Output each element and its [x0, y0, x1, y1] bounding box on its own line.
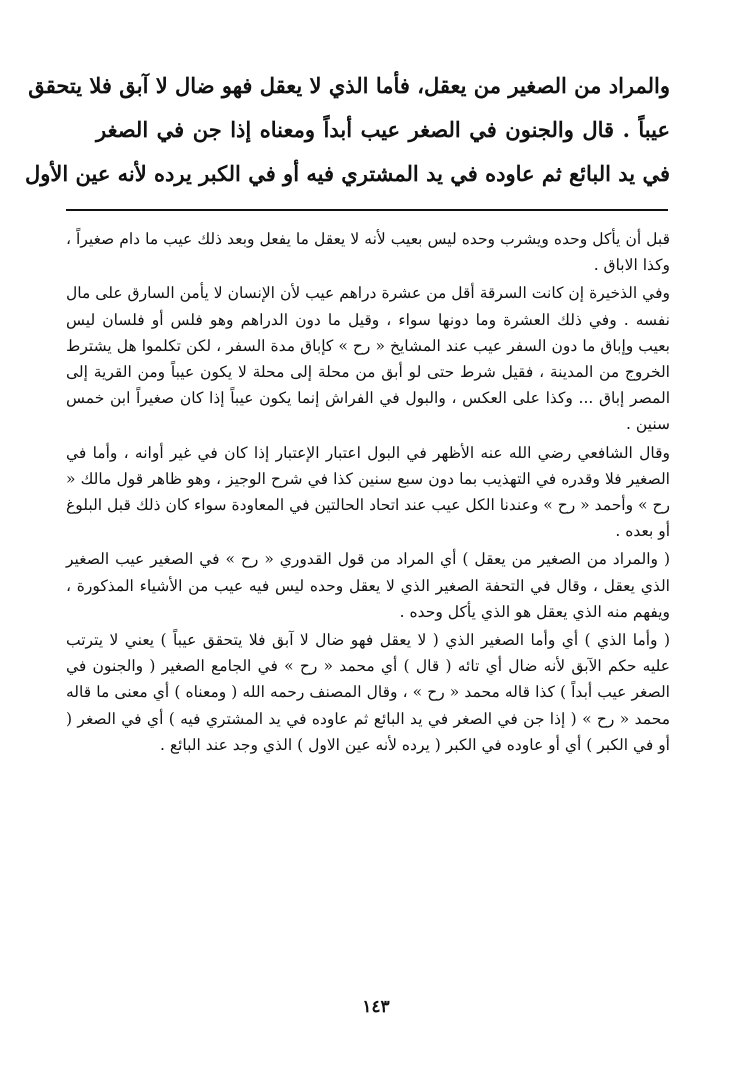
- commentary-paragraph: قبل أن يأكل وحده ويشرب وحده ليس بعيب لأنه لا يعقل ما يفعل وبعد ذلك عيب ما دام صغيراً ، وكذا الاباق .: [66, 230, 670, 275]
- matn-line: في يد البائع ثم عاوده في يد المشتري فيه أو في الكبر يرده لأنه عين الأول: [24, 161, 670, 186]
- separator-rule: [66, 209, 668, 211]
- commentary-paragraph: وفي الذخيرة إن كانت السرقة أقل من عشرة دراهم عيب لأن الإنسان لا يأمن السارق على مال نفسه . وفي ذلك العشرة وما دونها سواء ، وقيل ما دون الدراهم وهو فلس أو فلسان ليس بعيب وإباق ما دون السفر عيب عند المشايخ « رح » كإباق مدة السفر ، لكن تكلموا هل يشترط الخروج من المدينة ، فقيل شرط حتى لو أبق من محلة إلى محلة لا يكون عيباً ومن القرية إلى المصر إباق ... وكذا على العكس ، والبول في الفراش إنما يكون عيباً إذا كان صغيراً ابن خمس سنين .: [66, 284, 670, 434]
- commentary-paragraph: ( والمراد من الصغير من يعقل ) أي المراد من قول القدوري « رح » في الصغير عيب الصغير الذي يعقل ، وقال في التحفة الصغير الذي لا يعقل وحده ليس فيه عيب من الأشياء المذكورة ، ويفهم منه الذي يعقل هو الذي يأكل وحده .: [66, 550, 670, 621]
- commentary-paragraph: ( وأما الذي ) أي وأما الصغير الذي ( لا يعقل فهو ضال لا آبق فلا يتحقق عيباً ) يعني لا يترتب عليه حكم الآبق لأنه ضال أي تائه ( قال ) أي محمد « رح » في الجامع الصغير ( والجنون في الصغر عيب أبداً ) كذا قاله محمد « رح » ، وقال المصنف رحمه الله ( ومعناه ) أي معنى ما قاله محمد « رح » ( إذا جن في الصغر في يد البائع ثم عاوده في يد المشتري فيه ) أي في الصغر ( أو في الكبر ) أي أو عاوده في الكبر ( يرده لأنه عين الاول ) الذي وجد عند البائع .: [66, 631, 670, 754]
- commentary-paragraph: وقال الشافعي رضي الله عنه الأظهر في البول اعتبار الإعتبار إذا كان في غير أوانه ، وأما في الصغير فلا وقدره في التهذيب بما دون سبع سنين كذا في شرح الوجيز ، وهو ظاهر قول مالك « رح » وأحمد « رح » وعندنا الكل عيب عند اتحاد الحالتين في المعاودة سواء كان ذلك قبل البلوغ أو بعده .: [66, 443, 670, 541]
- page-number: ١٤٣: [362, 997, 390, 1017]
- matn-line: والمراد من الصغير من يعقل، فأما الذي لا يعقل فهو ضال لا آبق فلا يتحقق: [28, 73, 670, 98]
- matn-line: عيباً . قال والجنون في الصغر عيب أبداً ومعناه إذا جن في الصغر: [96, 117, 670, 142]
- matn-text-block: [24, 64, 670, 196]
- commentary-text-block: [66, 226, 670, 760]
